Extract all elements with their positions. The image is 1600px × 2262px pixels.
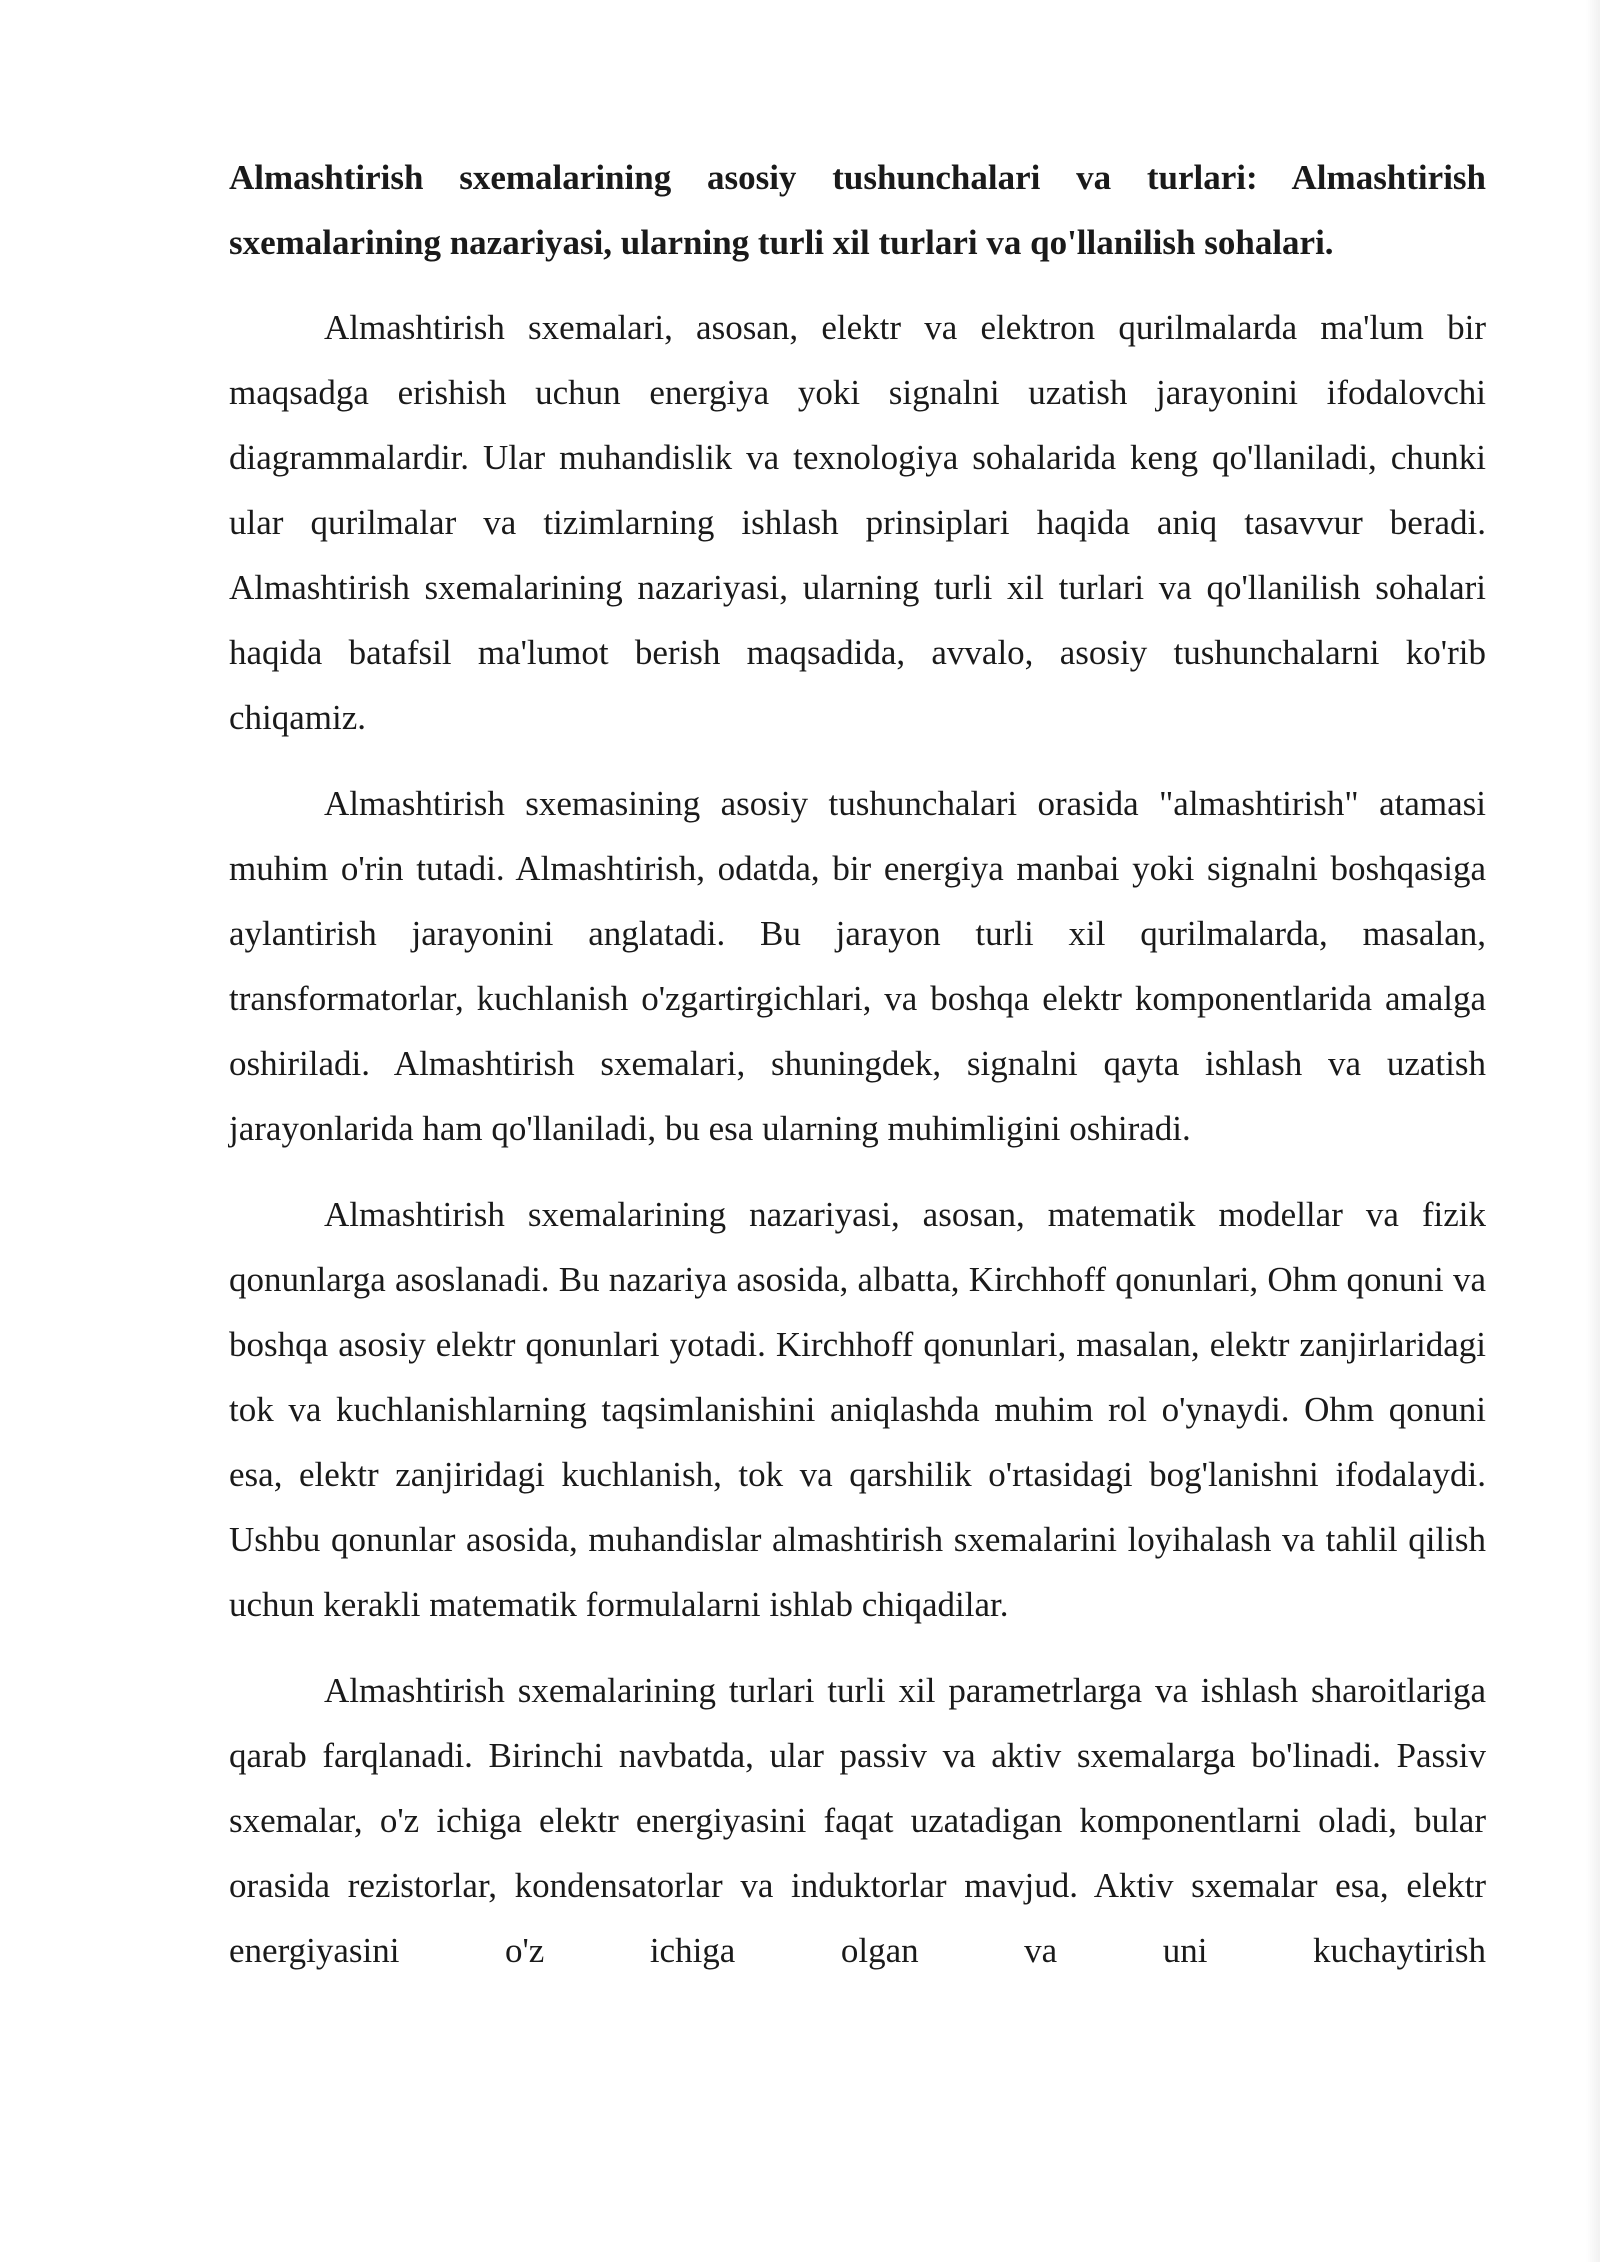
paragraph-2: Almashtirish sxemasining asosiy tushunchalari orasida "almashtirish" atamasi muhim o'rin tutadi. Almashtirish, odatda, bir energiya manbai yoki signalni boshqasiga aylantirish jarayonini anglatadi. Bu jarayon turli xil qurilmalarda, masalan, transformatorlar, kuchlanish o'zgartirgichlari, va boshqa elektr komponentlarida amalga oshiriladi. Almashtirish sxemalari, shuningdek, signalni qayta ishlash va uzatish jarayonlarida ham qo'llaniladi, bu esa ularning muhimligini oshiradi. (229, 784, 1486, 1148)
paragraph-3: Almashtirish sxemalarining nazariyasi, asosan, matematik modellar va fizik qonunlarga asoslanadi. Bu nazariya asosida, albatta, Kirchhoff qonunlari, Ohm qonuni va boshqa asosiy elektr qonunlari yotadi. Kirchhoff qonunlari, masalan, elektr zanjirlaridagi tok va kuchlanishlarning taqsimlanishini aniqlashda muhim rol o'ynaydi. Ohm qonuni esa, elektr zanjiridagi kuchlanish, tok va qarshilik o'rtasidagi bog'lanishni ifodalaydi. Ushbu qonunlar asosida, muhandislar almashtirish sxemalarini loyihalash va tahlil qilish uchun kerakli matematik formulalarni ishlab chiqadilar. (229, 1195, 1486, 1624)
paragraph-1: Almashtirish sxemalari, asosan, elektr va elektron qurilmalarda ma'lum bir maqsadga erishish uchun energiya yoki signalni uzatish jarayonini ifodalovchi diagrammalardir. Ular muhandislik va texnologiya sohalarida keng qo'llaniladi, chunki ular qurilmalar va tizimlarning ishlash prinsiplari haqida aniq tasavvur beradi. Almashtirish sxemalarining nazariyasi, ularning turli xil turlari va qo'llanilish sohalari haqida batafsil ma'lumot berish maqsadida, avvalo, asosiy tushunchalarni ko'rib chiqamiz. (229, 308, 1486, 737)
document-body (229, 145, 1486, 2004)
page-edge-shadow (1586, 0, 1600, 2262)
paragraph-4: Almashtirish sxemalarining turlari turli xil parametrlarga va ishlash sharoitlariga qarab farqlanadi. Birinchi navbatda, ular passiv va aktiv sxemalarga bo'linadi. Passiv sxemalar, o'z ichiga elektr energiyasini faqat uzatadigan komponentlarni oladi, bular orasida rezistorlar, kondensatorlar va induktorlar mavjud. Aktiv sxemalar esa, elektr energiyasini o'z ichiga olgan va uni kuchaytirish (229, 1671, 1486, 1970)
document-heading: Almashtirish sxemalarining asosiy tushunchalari va turlari: Almashtirish sxemalarining nazariyasi, ularning turli xil turlari va qo'llanilish sohalari. (229, 158, 1486, 262)
